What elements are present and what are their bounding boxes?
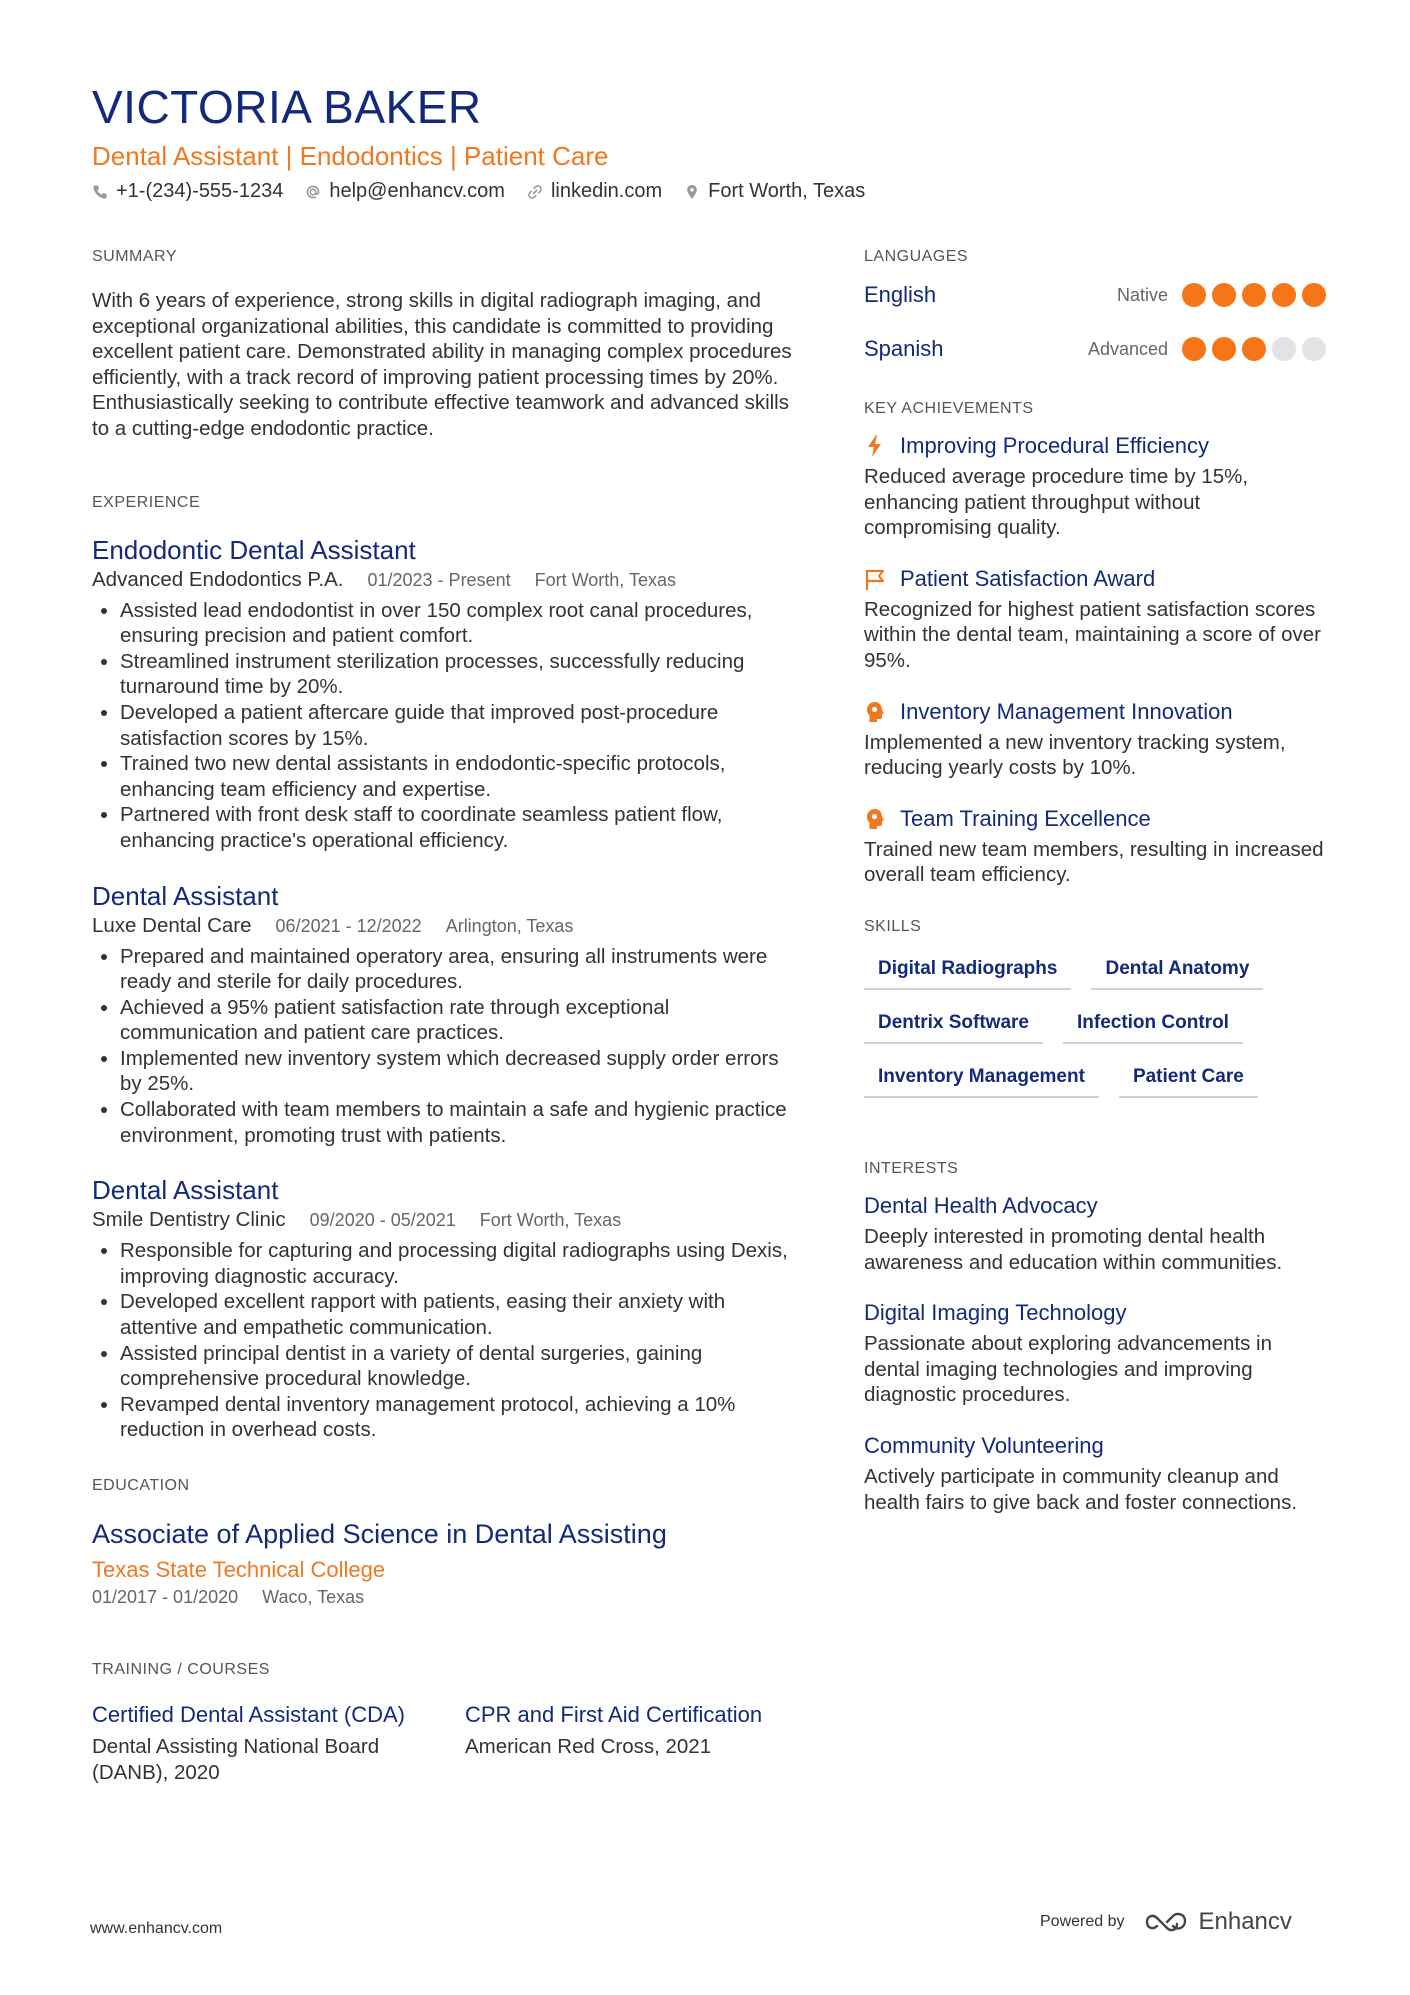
interest-title: Community Volunteering xyxy=(864,1432,1104,1458)
job-bullet: • Revamped dental inventory management protocol, achieving a 10% reduction in overhead costs. xyxy=(120,1392,792,1443)
interest-title: Dental Health Advocacy xyxy=(864,1192,1098,1218)
experience-section xyxy=(92,494,792,1443)
language-name: English xyxy=(864,282,937,307)
job-bullet: • Developed excellent rapport with patients, easing their anxiety with attentive and empathetic communication. xyxy=(120,1289,792,1340)
location-pin-icon xyxy=(684,184,700,200)
job-company: Smile Dentistry Clinic xyxy=(92,1208,286,1232)
education-school: Texas State Technical College xyxy=(92,1557,386,1582)
job-bullet: • Assisted principal dentist in a variety of dental surgeries, gaining comprehensive procedural knowledge. xyxy=(120,1341,792,1392)
course-item xyxy=(465,1701,792,1785)
rating-dot xyxy=(1302,337,1326,361)
achievement-item xyxy=(864,432,1326,541)
achievement-title: Patient Satisfaction Award xyxy=(900,565,1156,591)
achievement-head xyxy=(864,432,1326,460)
rating-dot xyxy=(1212,337,1236,361)
job-location: Fort Worth, Texas xyxy=(479,1210,622,1231)
job-dates: 09/2020 - 05/2021 xyxy=(309,1210,456,1231)
rating-dot xyxy=(1182,337,1206,361)
language-level: Native xyxy=(1116,284,1168,305)
job-bullet: • Implemented new inventory system which decreased supply order errors by 25%. xyxy=(120,1046,792,1097)
contact-email[interactable] xyxy=(305,180,505,203)
rating-dot xyxy=(1242,337,1266,361)
achievement-desc: Reduced average procedure time by 15%, enhancing patient throughput without compromising quality. xyxy=(864,465,1249,540)
footer-website[interactable]: www.enhancv.com xyxy=(90,1920,223,1937)
job-bullet: • Partnered with front desk staff to coordinate seamless patient flow, enhancing practice's operational efficiency. xyxy=(120,802,792,853)
rating-dot xyxy=(1212,283,1236,307)
job-company: Advanced Endodontics P.A. xyxy=(92,567,344,591)
enhancv-logo-icon xyxy=(1143,1909,1191,1935)
rating-dot xyxy=(1242,283,1266,307)
location-text: Fort Worth, Texas xyxy=(708,180,866,202)
job-location: Arlington, Texas xyxy=(445,915,574,936)
skill-tag: Inventory Management xyxy=(864,1062,1099,1098)
footer-powered-by[interactable] xyxy=(1040,1908,1292,1936)
achievement-desc: Trained new team members, resulting in increased overall team efficiency. xyxy=(864,837,1324,887)
language-rating xyxy=(1182,283,1326,307)
skills-section xyxy=(864,918,1326,1098)
section-title-achievements: KEY ACHIEVEMENTS xyxy=(864,400,1034,417)
achievement-head xyxy=(864,805,1326,833)
candidate-title: Dental Assistant | Endodontics | Patient Care xyxy=(92,141,609,171)
section-title-interests: INTERESTS xyxy=(864,1159,959,1177)
skill-tag: Dentrix Software xyxy=(864,1008,1043,1044)
interests-section xyxy=(864,1160,1326,1515)
job-bullets xyxy=(92,1238,792,1443)
course-list xyxy=(92,1701,792,1785)
head-icon xyxy=(864,807,886,831)
email-text: help@enhancv.com xyxy=(329,180,505,202)
achievement-item xyxy=(864,805,1326,888)
languages-section xyxy=(864,248,1326,364)
phone-text: +1-(234)-555-1234 xyxy=(116,180,284,202)
contact-location xyxy=(684,180,865,203)
job-bullets xyxy=(92,598,792,854)
interest-title: Digital Imaging Technology xyxy=(864,1300,1127,1326)
experience-item xyxy=(92,880,792,1149)
link-icon xyxy=(527,184,543,200)
language-item xyxy=(864,334,1326,364)
education-meta xyxy=(92,1585,792,1609)
interest-item xyxy=(864,1299,1326,1408)
contact-phone[interactable] xyxy=(92,180,283,203)
candidate-name: VICTORIA BAKER xyxy=(92,81,482,133)
job-bullet: • Assisted lead endodontist in over 150 complex root canal procedures, ensuring precision and patient comfort. xyxy=(120,598,792,649)
enhancv-logo xyxy=(1143,1908,1292,1936)
powered-by-label: Powered by xyxy=(1040,1913,1125,1930)
achievement-desc: Recognized for highest patient satisfaction scores within the dental team, maintaining a score of over 95%. xyxy=(864,597,1321,672)
achievement-title: Team Training Excellence xyxy=(900,805,1151,831)
interest-desc: Deeply interested in promoting dental health awareness and education within communities. xyxy=(864,1224,1283,1274)
section-title-skills: SKILLS xyxy=(864,917,922,935)
achievement-item xyxy=(864,565,1326,674)
language-rating xyxy=(1182,337,1326,361)
at-icon xyxy=(305,184,321,200)
interest-desc: Passionate about exploring advancements in dental imaging technologies and improving diagnostic procedures. xyxy=(864,1332,1272,1407)
rating-dot xyxy=(1302,283,1326,307)
course-provider: American Red Cross, 2021 xyxy=(465,1735,712,1758)
section-title-experience: EXPERIENCE xyxy=(92,493,201,511)
job-bullet: • Achieved a 95% patient satisfaction rate through exceptional communication and patient care practices. xyxy=(120,995,792,1046)
job-bullets xyxy=(92,944,792,1149)
language-level: Advanced xyxy=(1087,338,1168,359)
linkedin-text: linkedin.com xyxy=(550,180,663,202)
job-bullet: • Streamlined instrument sterilization processes, successfully reducing turnaround time by 20%. xyxy=(120,649,792,700)
training-section xyxy=(92,1661,792,1785)
education-section xyxy=(92,1477,792,1609)
achievement-head xyxy=(864,565,1326,593)
language-item xyxy=(864,280,1326,310)
job-company: Luxe Dental Care xyxy=(92,913,252,937)
interest-desc: Actively participate in community cleanup and health fairs to give back and foster connections. xyxy=(864,1464,1298,1514)
achievements-section xyxy=(864,400,1326,888)
head-icon xyxy=(864,700,886,724)
job-dates: 01/2023 - Present xyxy=(367,569,511,590)
skill-tag: Patient Care xyxy=(1119,1062,1258,1098)
job-meta xyxy=(92,912,792,940)
rating-dot xyxy=(1272,283,1296,307)
job-bullet: • Prepared and maintained operatory area, ensuring all instruments were ready and sterile for daily procedures. xyxy=(120,944,792,995)
achievement-title: Improving Procedural Efficiency xyxy=(900,433,1209,458)
rating-dot xyxy=(1182,283,1206,307)
section-title-training: TRAINING / COURSES xyxy=(92,1661,270,1678)
job-bullet: • Collaborated with team members to maintain a safe and hygienic practice environment, promoting trust with patients. xyxy=(120,1097,792,1148)
contact-bar xyxy=(92,180,865,203)
job-title: Endodontic Dental Assistant xyxy=(92,534,416,565)
right-column xyxy=(864,248,1326,1567)
achievement-title: Inventory Management Innovation xyxy=(900,698,1233,724)
job-bullet: • Responsible for capturing and processing digital radiographs using Dexis, improving diagnostic accuracy. xyxy=(120,1238,792,1289)
course-item xyxy=(92,1701,419,1785)
achievement-head xyxy=(864,698,1326,726)
skill-tag: Infection Control xyxy=(1063,1008,1243,1044)
education-degree: Associate of Applied Science in Dental Assisting xyxy=(92,1519,667,1549)
job-meta xyxy=(92,1206,792,1234)
interest-item xyxy=(864,1432,1326,1515)
job-title: Dental Assistant xyxy=(92,880,279,911)
experience-item xyxy=(92,534,792,854)
course-title: CPR and First Aid Certification xyxy=(465,1702,763,1727)
education-dates: 01/2017 - 01/2020 xyxy=(92,1587,239,1607)
lightning-icon xyxy=(864,434,886,458)
section-title-summary: SUMMARY xyxy=(92,248,177,265)
section-title-languages: LANGUAGES xyxy=(864,248,969,265)
section-title-education: EDUCATION xyxy=(92,1477,190,1494)
job-title: Dental Assistant xyxy=(92,1175,279,1206)
phone-icon xyxy=(92,184,108,200)
contact-linkedin[interactable] xyxy=(527,180,662,203)
course-title: Certified Dental Assistant (CDA) xyxy=(92,1702,405,1727)
flag-icon xyxy=(864,567,886,591)
job-bullet: • Trained two new dental assistants in endodontic-specific protocols, enhancing team efficiency and expertise. xyxy=(120,751,792,802)
language-name: Spanish xyxy=(864,336,944,361)
left-column xyxy=(92,248,792,1837)
skill-list xyxy=(864,954,1326,1098)
skill-tag: Dental Anatomy xyxy=(1091,954,1263,990)
enhancv-brand-text: Enhancv xyxy=(1198,1908,1292,1935)
summary-section xyxy=(92,248,792,442)
education-location: Waco, Texas xyxy=(262,1587,365,1607)
skill-tag: Digital Radiographs xyxy=(864,954,1071,990)
interest-item xyxy=(864,1192,1326,1275)
experience-item xyxy=(92,1174,792,1443)
summary-text: With 6 years of experience, strong skills in digital radiograph imaging, and exceptional organizational abilities, this candidate is committed to providing excellent patient care. Demonstrated ability in managing complex procedures efficiently, with a track record of improving patient processing times by 20%. Enthusiastically seeking to contribute effective teamwork and advanced skills to a cutting-edge endodontic practice. xyxy=(92,289,792,440)
job-location: Fort Worth, Texas xyxy=(534,569,676,590)
achievement-desc: Implemented a new inventory tracking system, reducing yearly costs by 10%. xyxy=(864,730,1286,780)
rating-dot xyxy=(1272,337,1296,361)
achievement-item xyxy=(864,698,1326,781)
course-provider: Dental Assisting National Board (DANB), 2020 xyxy=(92,1735,380,1784)
job-dates: 06/2021 - 12/2022 xyxy=(275,915,422,936)
job-bullet: • Developed a patient aftercare guide that improved post-procedure satisfaction scores by 15%. xyxy=(120,700,792,751)
job-meta xyxy=(92,566,792,594)
